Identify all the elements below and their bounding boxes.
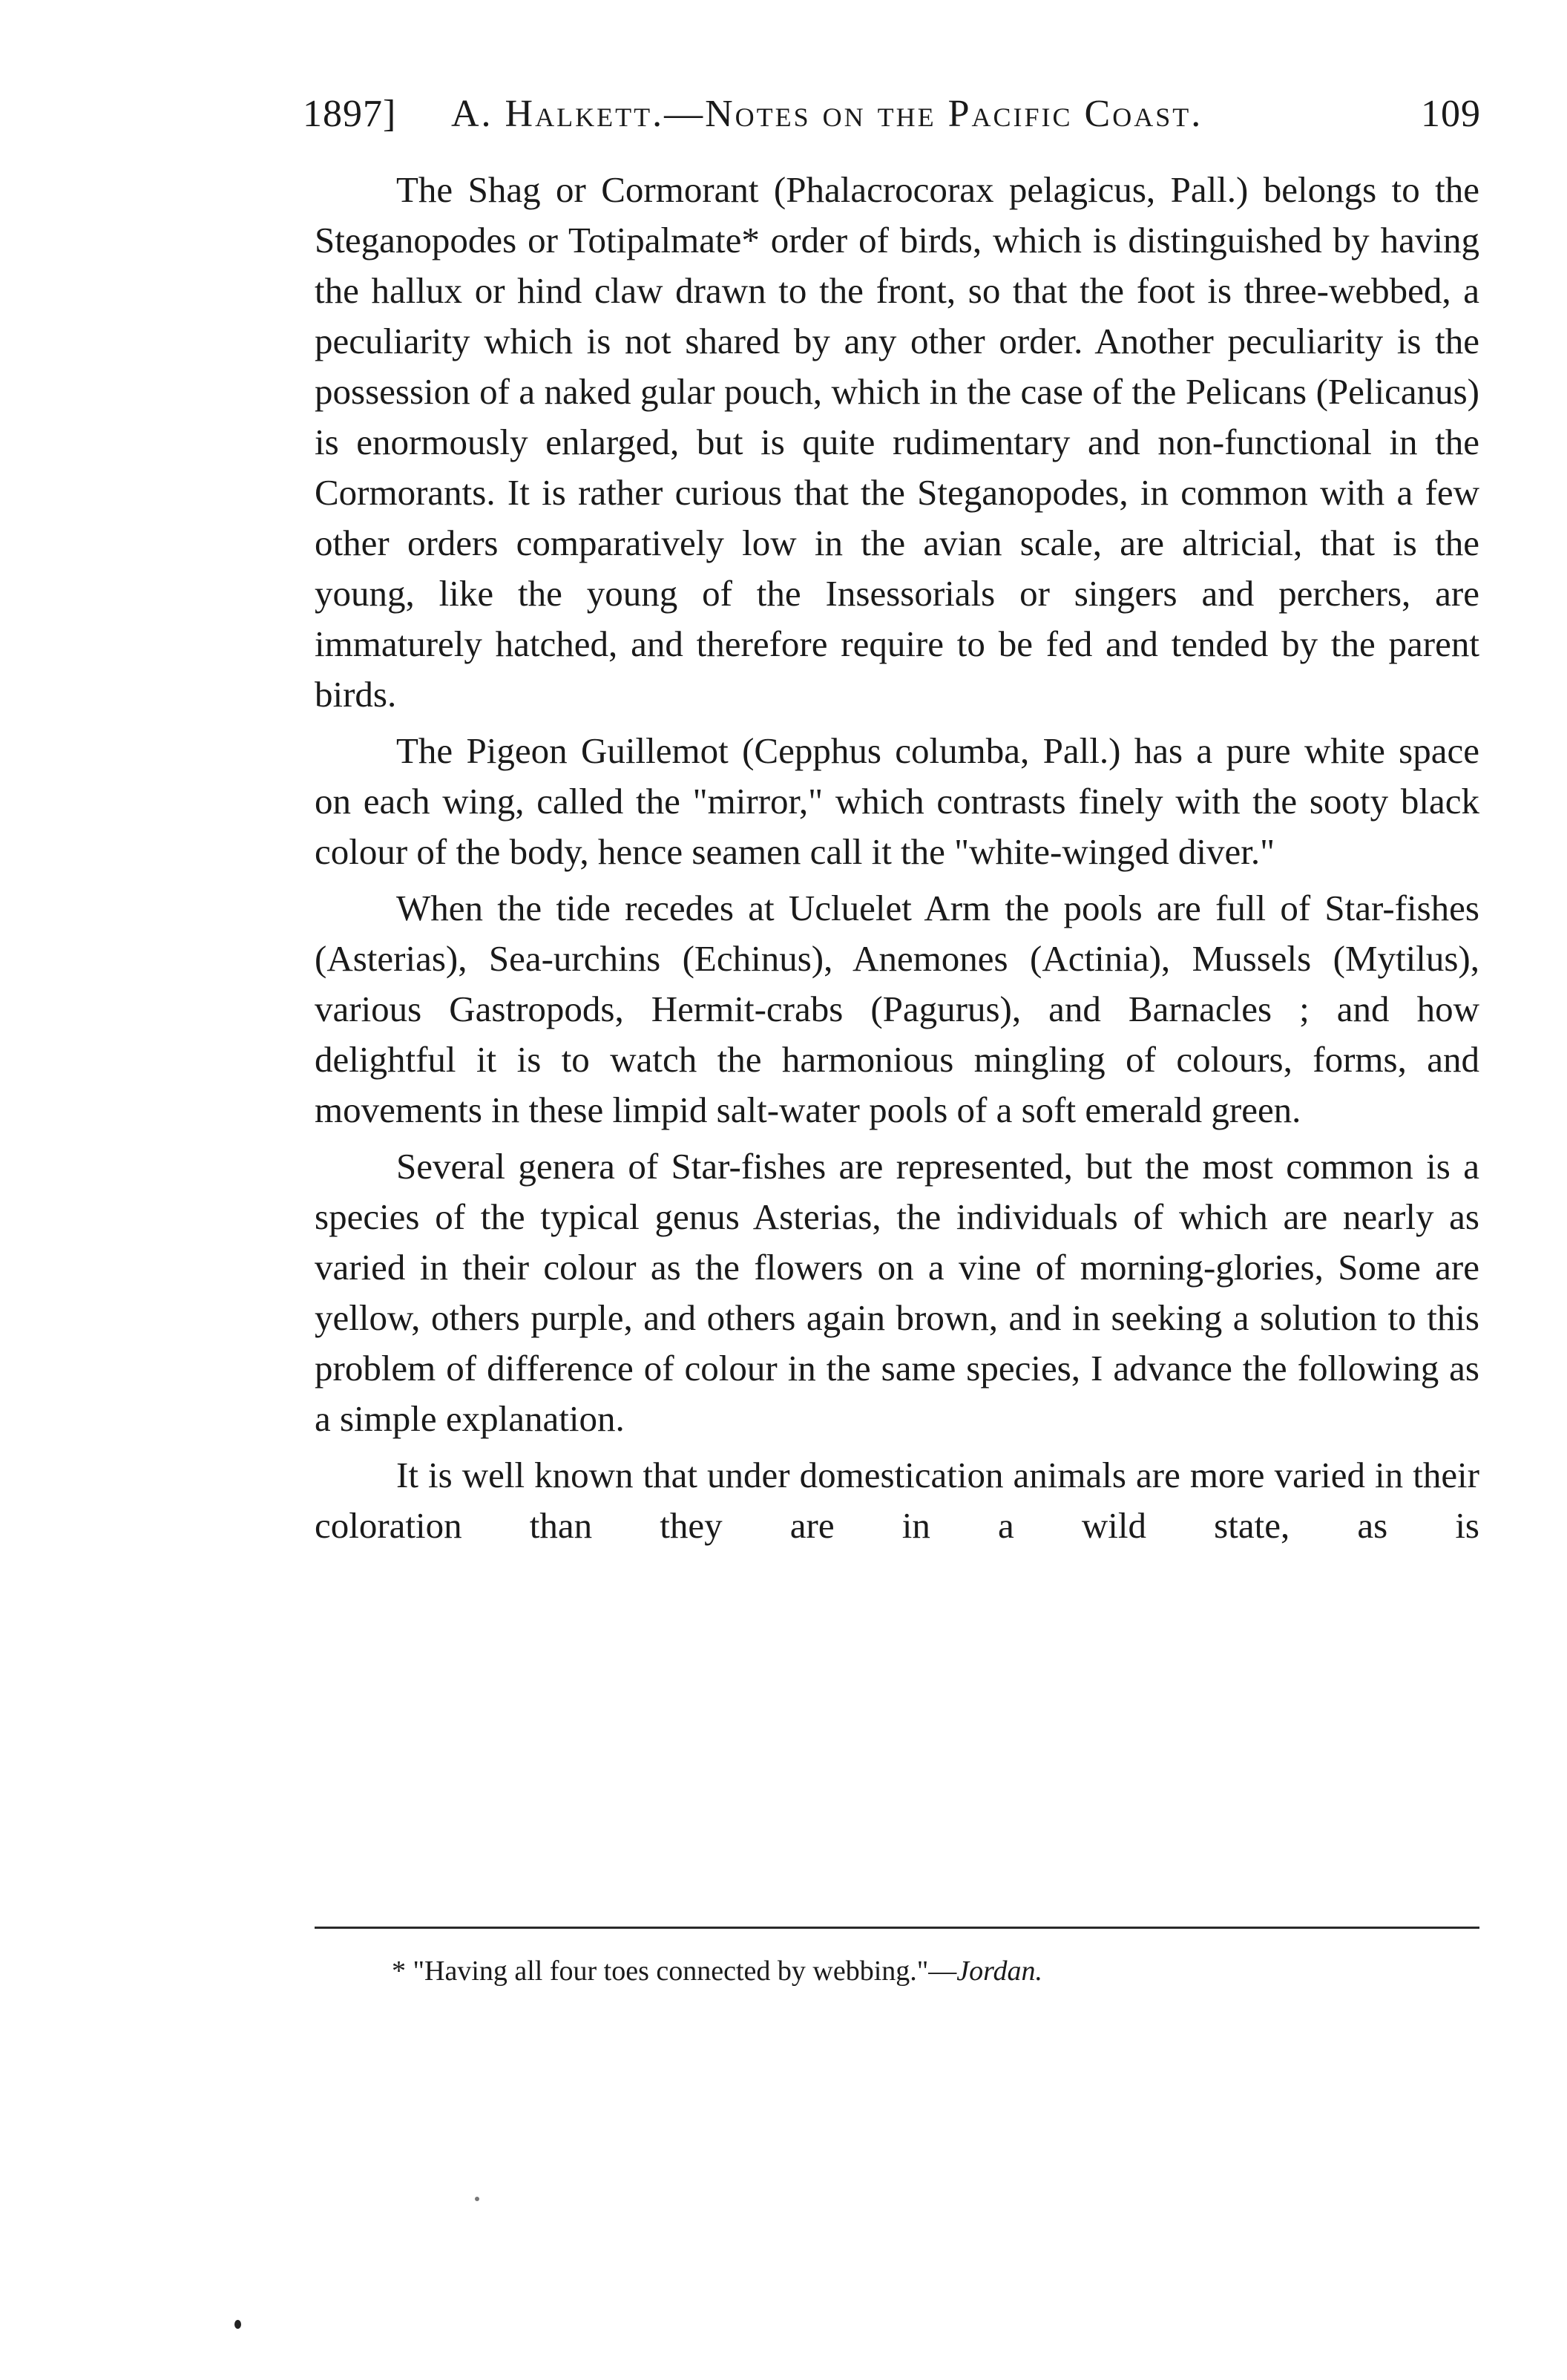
paragraph-guillemot: The Pigeon Guillemot (Cepphus columba, Pall.) has a pure white space on each wing, called the "mirror," which contrasts finely with the sooty black colour of the body, hence seamen call it the "white-winged diver." (315, 730, 1479, 872)
running-head (303, 88, 1481, 141)
paragraph-tide-pools: When the tide recedes at Ucluelet Arm the pools are full of Star-fishes (Asterias), Sea-urchins (Echinus), Anemones (Actinia), Mussels (Mytilus), various Gastropods, Hermit-crabs (Pagurus), and Barnacles ; and how delightful it is to watch the harmonious mingling of colours, forms, and movements in these limpid salt-water pools of a soft emerald green. (315, 888, 1479, 1130)
scan-speck (475, 2197, 479, 2201)
paragraph-domestication: It is well known that under domestication animals are more varied in their coloration than they are in a wild state, as is (315, 1455, 1479, 1546)
scan-speck (234, 2320, 241, 2329)
paragraph-cormorant: The Shag or Cormorant (Phalacrocorax pelagicus, Pall.) belongs to the Steganopodes or Totipalmate* order of birds, which is distinguished by having the hallux or hind claw drawn to the front, so that the foot is three-webbed, a peculiarity which is not shared by any other order. Another peculiarity is the possession of a naked gular pouch, which in the case of the Pelicans (Pelicanus) is enormously enlarged, but is quite rudimentary and non-functional in the Cormorants. It is rather curious that the Steganopodes, in common with a few other orders comparatively low in the avian scale, are altricial, that is the young, like the young of the Insessorials or singers and perchers, are immaturely hatched, and therefore require to be fed and tended by the parent birds. (315, 169, 1479, 715)
footnote (392, 1952, 1482, 1990)
header-year: 1897] (303, 93, 397, 135)
page-number: 109 (1421, 93, 1481, 135)
footnote-author: Jordan. (956, 1956, 1043, 1987)
footnote-text: * "Having all four toes connected by webbing."— (392, 1956, 957, 1987)
body-text (315, 165, 1479, 1557)
paragraph-star-fishes: Several genera of Star-fishes are represented, but the most common is a species of the typical genus Asterias, the individuals of which are nearly as varied in their colour as the flowers on a vine of morning-glories, Some are yellow, others purple, and others again brown, and in seeking a solution to this problem of difference of colour in the same species, I advance the following as a simple explanation. (315, 1146, 1479, 1439)
header-title: A. Halkett.—Notes on the Pacific Coast. (451, 93, 1203, 135)
footnote-rule (315, 1927, 1479, 1929)
